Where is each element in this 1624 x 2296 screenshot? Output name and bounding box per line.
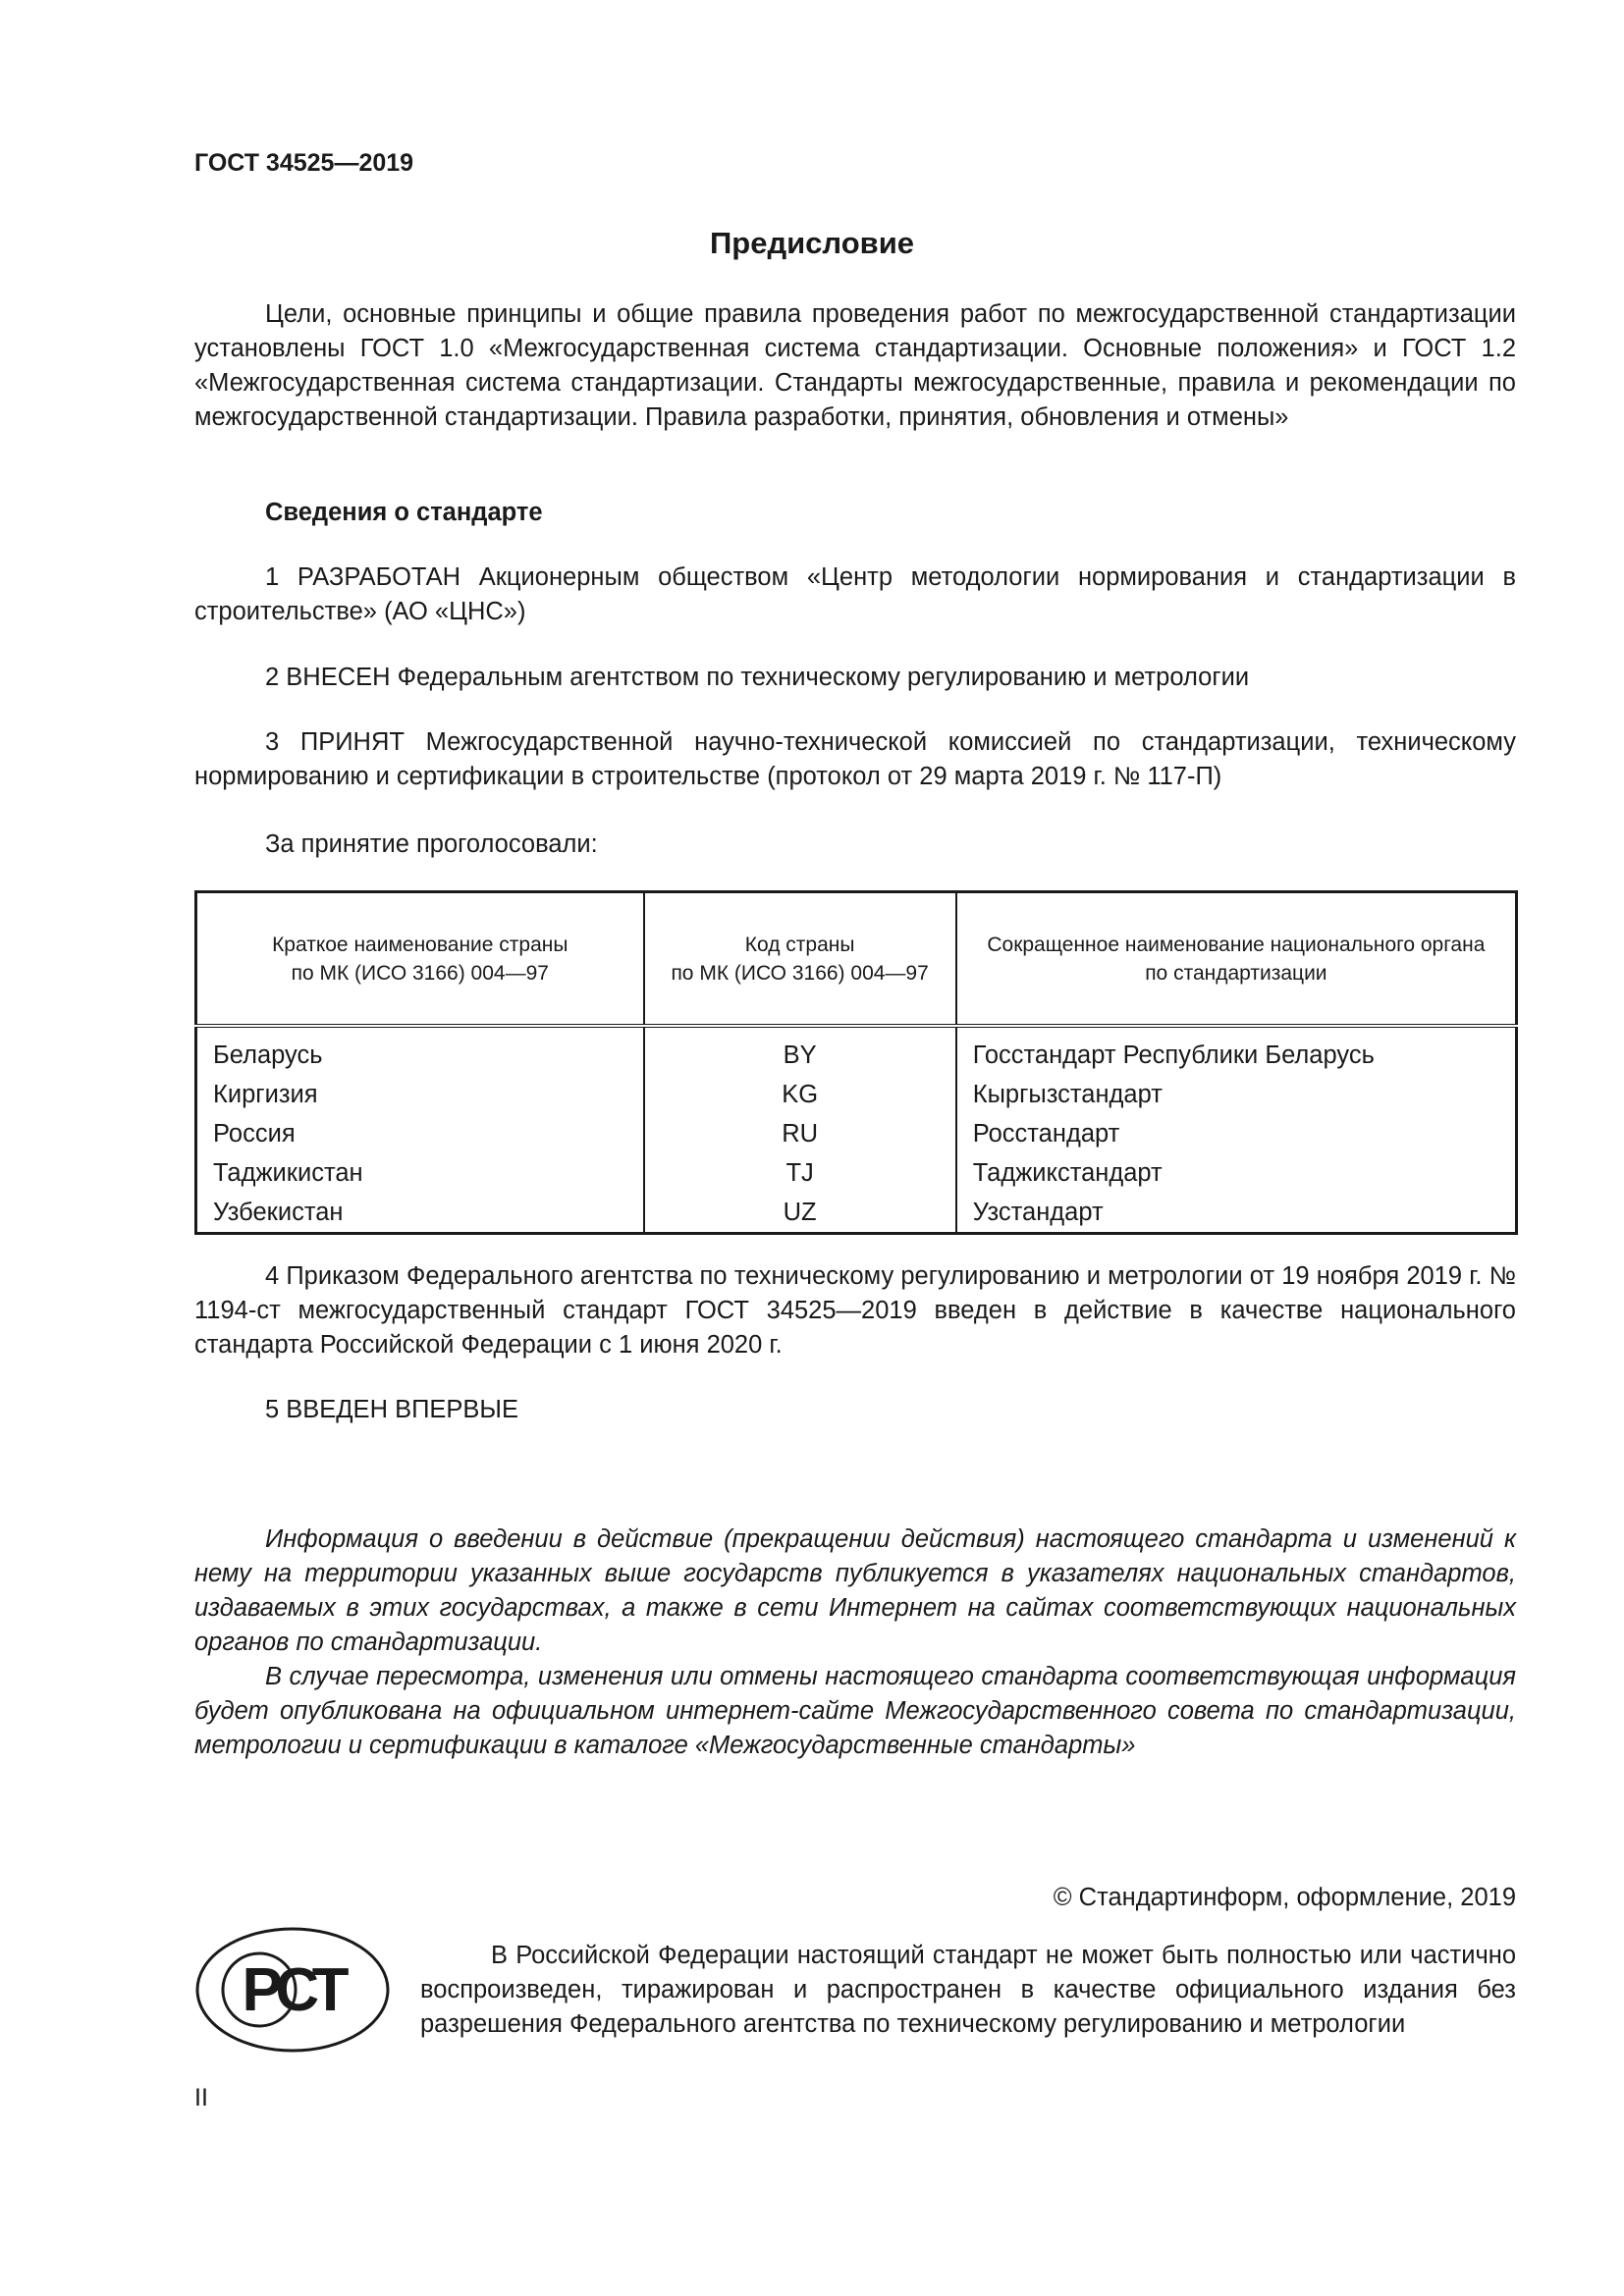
voting-table: [194, 890, 1518, 1235]
column-header-body: [956, 892, 1517, 1027]
country-cell: Россия: [196, 1114, 644, 1153]
table-row: [196, 1153, 1517, 1193]
page-number: II: [194, 2084, 208, 2111]
header-line: Код страны: [744, 933, 855, 956]
header-line: по стандартизации: [1145, 961, 1327, 985]
body-cell: Росстандарт: [972, 1119, 1120, 1148]
header-line: Сокращенное наименование национального органа: [987, 933, 1486, 956]
item-enacted: 4 Приказом Федерального агентства по техническому регулированию и метрологии от 19 ноября 2019 г. № 1194-ст межгосударственный стандарт ГОСТ 34525—2019 введен в действие в качестве национального стандарта Российской Федерации с 1 июня 2020 г.: [194, 1262, 1516, 1359]
info-notice-2: В случае пересмотра, изменения или отмены настоящего стандарта соответствующая информация будет опубликована на официальном интернет-сайте Межгосударственного совета по стандартизации, метрологии и сертификации в каталоге «Межгосударственные стандарты»: [194, 1663, 1516, 1759]
table-row: [196, 1075, 1517, 1114]
country-cell: Киргизия: [196, 1075, 644, 1114]
rst-logo-icon: [194, 1926, 391, 2054]
country-cell: Таджикистан: [196, 1153, 644, 1193]
code-cell: BY: [644, 1026, 956, 1075]
code-cell: TJ: [644, 1153, 956, 1193]
country-cell: Узбекистан: [196, 1193, 644, 1234]
column-header-code: [644, 892, 956, 1027]
code-cell: KG: [644, 1075, 956, 1114]
table-header-row: [196, 892, 1517, 1027]
item-introduced: 5 ВВЕДЕН ВПЕРВЫЕ: [265, 1396, 519, 1423]
body-cell: Госстандарт Республики Беларусь: [972, 1041, 1375, 1069]
info-heading: Сведения о стандарте: [265, 499, 543, 526]
info-notice-1: Информация о введении в действие (прекращении действия) настоящего стандарта и изменений к нему на территории указанных выше государств публикуется в указателях национальных стандартов, издаваемых в этих государствах, а также в сети Интернет на сайтах соответствующих национальных органов по стандартизации.: [194, 1525, 1516, 1656]
body-cell: Узстандарт: [972, 1198, 1104, 1226]
body-cell: Таджикстандарт: [972, 1158, 1163, 1187]
copyright-line: © Стандартинформ, оформление, 2019: [1053, 1884, 1516, 1911]
header-line: по МК (ИСО 3166) 004—97: [671, 961, 929, 985]
logo-text: РСТ: [242, 1956, 344, 2024]
body-cell: Кыргызстандарт: [972, 1080, 1163, 1108]
table-row: [196, 1193, 1517, 1234]
header-line: Краткое наименование страны: [272, 933, 568, 956]
page-title: Предисловие: [709, 226, 914, 260]
voted-label: За принятие проголосовали:: [265, 830, 598, 858]
document-code: ГОСТ 34525—2019: [194, 149, 414, 177]
column-header-country: [196, 892, 644, 1027]
country-cell: Беларусь: [196, 1026, 644, 1075]
intro-paragraph: Цели, основные принципы и общие правила проведения работ по межгосударственной стандартизации установлены ГОСТ 1.0 «Межгосударственная система стандартизации. Основные положения» и ГОСТ 1.2 «Межгосударственная система стандартизации. Стандарты межгосударственные, правила и рекомендации по межгосударственной стандартизации. Правила разработки, принятия, обновления и отмены»: [194, 300, 1516, 431]
code-cell: RU: [644, 1114, 956, 1153]
item-adopted: 3 ПРИНЯТ Межгосударственной научно-технической комиссией по стандартизации, техническому нормированию и сертификации в строительстве (протокол от 29 марта 2019 г. № 117-П): [194, 728, 1516, 790]
table-row: [196, 1114, 1517, 1153]
code-cell: UZ: [644, 1193, 956, 1234]
reproduction-notice: В Российской Федерации настоящий стандарт не может быть полностью или частично воспроизведен, тиражирован и распространен в качестве официального издания без разрешения Федерального агентства по техническому регулированию и метрологии: [420, 1942, 1516, 2038]
item-developed: 1 РАЗРАБОТАН Акционерным обществом «Центр методологии нормирования и стандартизации в строительстве» (АО «ЦНС»): [194, 563, 1516, 625]
table-row: [196, 1026, 1517, 1075]
header-line: по МК (ИСО 3166) 004—97: [291, 961, 549, 985]
item-submitted: 2 ВНЕСЕН Федеральным агентством по техническому регулированию и метрологии: [265, 664, 1250, 691]
